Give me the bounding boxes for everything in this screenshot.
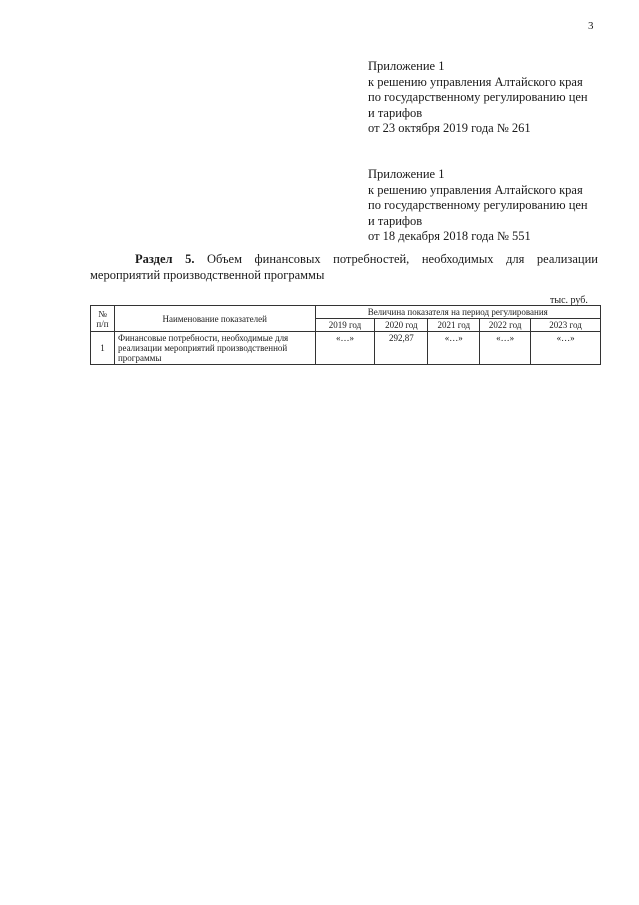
units-label: тыс. руб. bbox=[550, 295, 588, 306]
appendix-line: по государственному регулированию цен bbox=[368, 90, 588, 104]
header-indicator-name: Наименование показателей bbox=[114, 306, 315, 332]
appendix-line: и тарифов bbox=[368, 213, 423, 228]
finance-table bbox=[90, 305, 601, 365]
appendix-title: Приложение 1 bbox=[368, 167, 445, 181]
header-year: 2020 год bbox=[375, 319, 428, 332]
appendix-line: к решению управления Алтайского края bbox=[368, 74, 583, 89]
row-value: 292,87 bbox=[375, 332, 428, 365]
table-row bbox=[91, 332, 601, 365]
appendix-previous-block bbox=[368, 167, 618, 245]
row-indicator-name: Финансовые потребности, необходимые для реализации мероприятий производственной программы bbox=[114, 332, 315, 365]
section-label: Раздел 5. bbox=[135, 252, 195, 266]
header-year: 2019 год bbox=[315, 319, 375, 332]
header-year: 2021 год bbox=[428, 319, 480, 332]
row-value: «…» bbox=[428, 332, 480, 365]
row-value: «…» bbox=[531, 332, 601, 365]
appendix-date: от 23 октября 2019 года № 261 bbox=[368, 121, 531, 135]
row-number: 1 bbox=[91, 332, 115, 365]
section-heading bbox=[90, 252, 598, 283]
table-header-row bbox=[91, 306, 601, 319]
row-value: «…» bbox=[480, 332, 531, 365]
appendix-line: к решению управления Алтайского края bbox=[368, 182, 583, 197]
appendix-line: по государственному регулированию цен bbox=[368, 198, 588, 212]
row-value: «…» bbox=[315, 332, 375, 365]
appendix-title: Приложение 1 bbox=[368, 59, 445, 73]
header-number: № п/п bbox=[91, 306, 115, 332]
header-year: 2022 год bbox=[480, 319, 531, 332]
appendix-current-block bbox=[368, 59, 618, 137]
header-year: 2023 год bbox=[531, 319, 601, 332]
appendix-date: от 18 декабря 2018 года № 551 bbox=[368, 229, 531, 243]
appendix-line: и тарифов bbox=[368, 105, 423, 120]
header-period: Величина показателя на период регулирования bbox=[315, 306, 600, 319]
page-number: 3 bbox=[588, 20, 594, 32]
section-text: Объем финансовых потребностей, необходимых для реализации мероприятий производственной программы bbox=[90, 252, 598, 282]
